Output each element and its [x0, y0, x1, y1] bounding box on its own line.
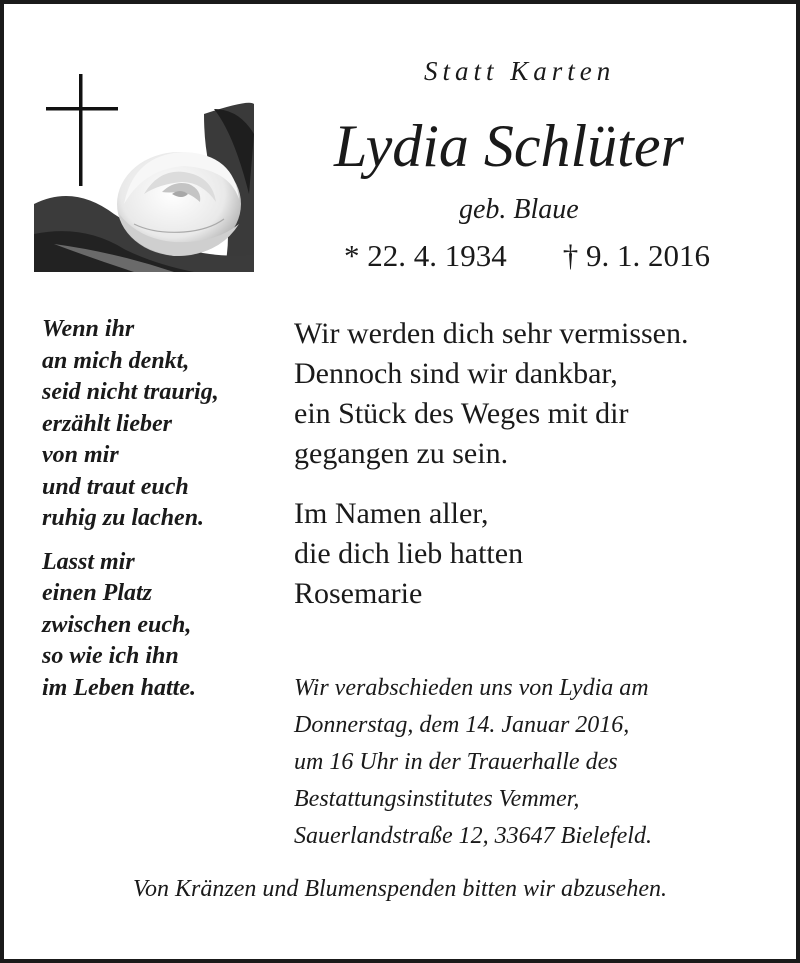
- poem-stanza-1: [42, 314, 267, 535]
- message-line: ein Stück des Weges mit dir: [294, 397, 629, 430]
- birth-date: * 22. 4. 1934: [344, 238, 507, 273]
- footer-note: Von Kränzen und Blumenspenden bitten wir abzusehen.: [133, 876, 667, 902]
- death-date: † 9. 1. 2016: [562, 238, 710, 273]
- funeral-service-info: [294, 670, 784, 855]
- memorial-poem: [42, 314, 267, 704]
- poem-line: so wie ich ihn: [42, 643, 179, 669]
- poem-line: im Leben hatte.: [42, 674, 196, 701]
- signoff-signature: Rosemarie: [294, 577, 423, 610]
- service-line: Sauerlandstraße 12, 33647 Bielefeld.: [294, 823, 652, 849]
- life-dates: [344, 238, 710, 274]
- message-line: gegangen zu sein.: [294, 437, 509, 470]
- poem-line: Wenn ihr: [42, 316, 135, 342]
- poem-line: ruhig zu lachen.: [42, 505, 205, 531]
- message-line: Wir werden dich sehr vermissen.: [294, 317, 689, 350]
- poem-line: an mich denkt,: [42, 347, 190, 374]
- statt-karten-heading: Statt Karten: [424, 56, 616, 86]
- service-line: Wir verabschieden uns von Lydia am: [294, 675, 649, 701]
- signoff-line: Im Namen aller,: [294, 497, 489, 530]
- poem-line: erzählt lieber: [42, 410, 172, 437]
- deceased-name: Lydia Schlüter: [334, 113, 684, 179]
- message-line: Dennoch sind wir dankbar,: [294, 357, 618, 390]
- memorial-picture: [34, 74, 254, 272]
- poem-line: seid nicht traurig,: [42, 379, 219, 405]
- cross-icon: [46, 74, 118, 186]
- service-line: Donnerstag, dem 14. Januar 2016,: [294, 712, 630, 738]
- service-line: um 16 Uhr in der Trauerhalle des: [294, 749, 618, 775]
- family-message: [294, 314, 784, 614]
- poem-line: einen Platz: [42, 580, 153, 606]
- poem-line: und traut euch: [42, 473, 189, 500]
- birth-name: geb. Blaue: [459, 194, 579, 225]
- service-line: Bestattungsinstitutes Vemmer,: [294, 786, 580, 812]
- poem-line: von mir: [42, 442, 119, 468]
- message-text: [294, 314, 784, 474]
- message-signoff: [294, 494, 784, 614]
- signoff-line: die dich lieb hatten: [294, 537, 524, 570]
- poem-line: Lasst mir: [42, 548, 135, 575]
- poem-line: zwischen euch,: [42, 611, 192, 638]
- poem-stanza-2: [42, 547, 267, 705]
